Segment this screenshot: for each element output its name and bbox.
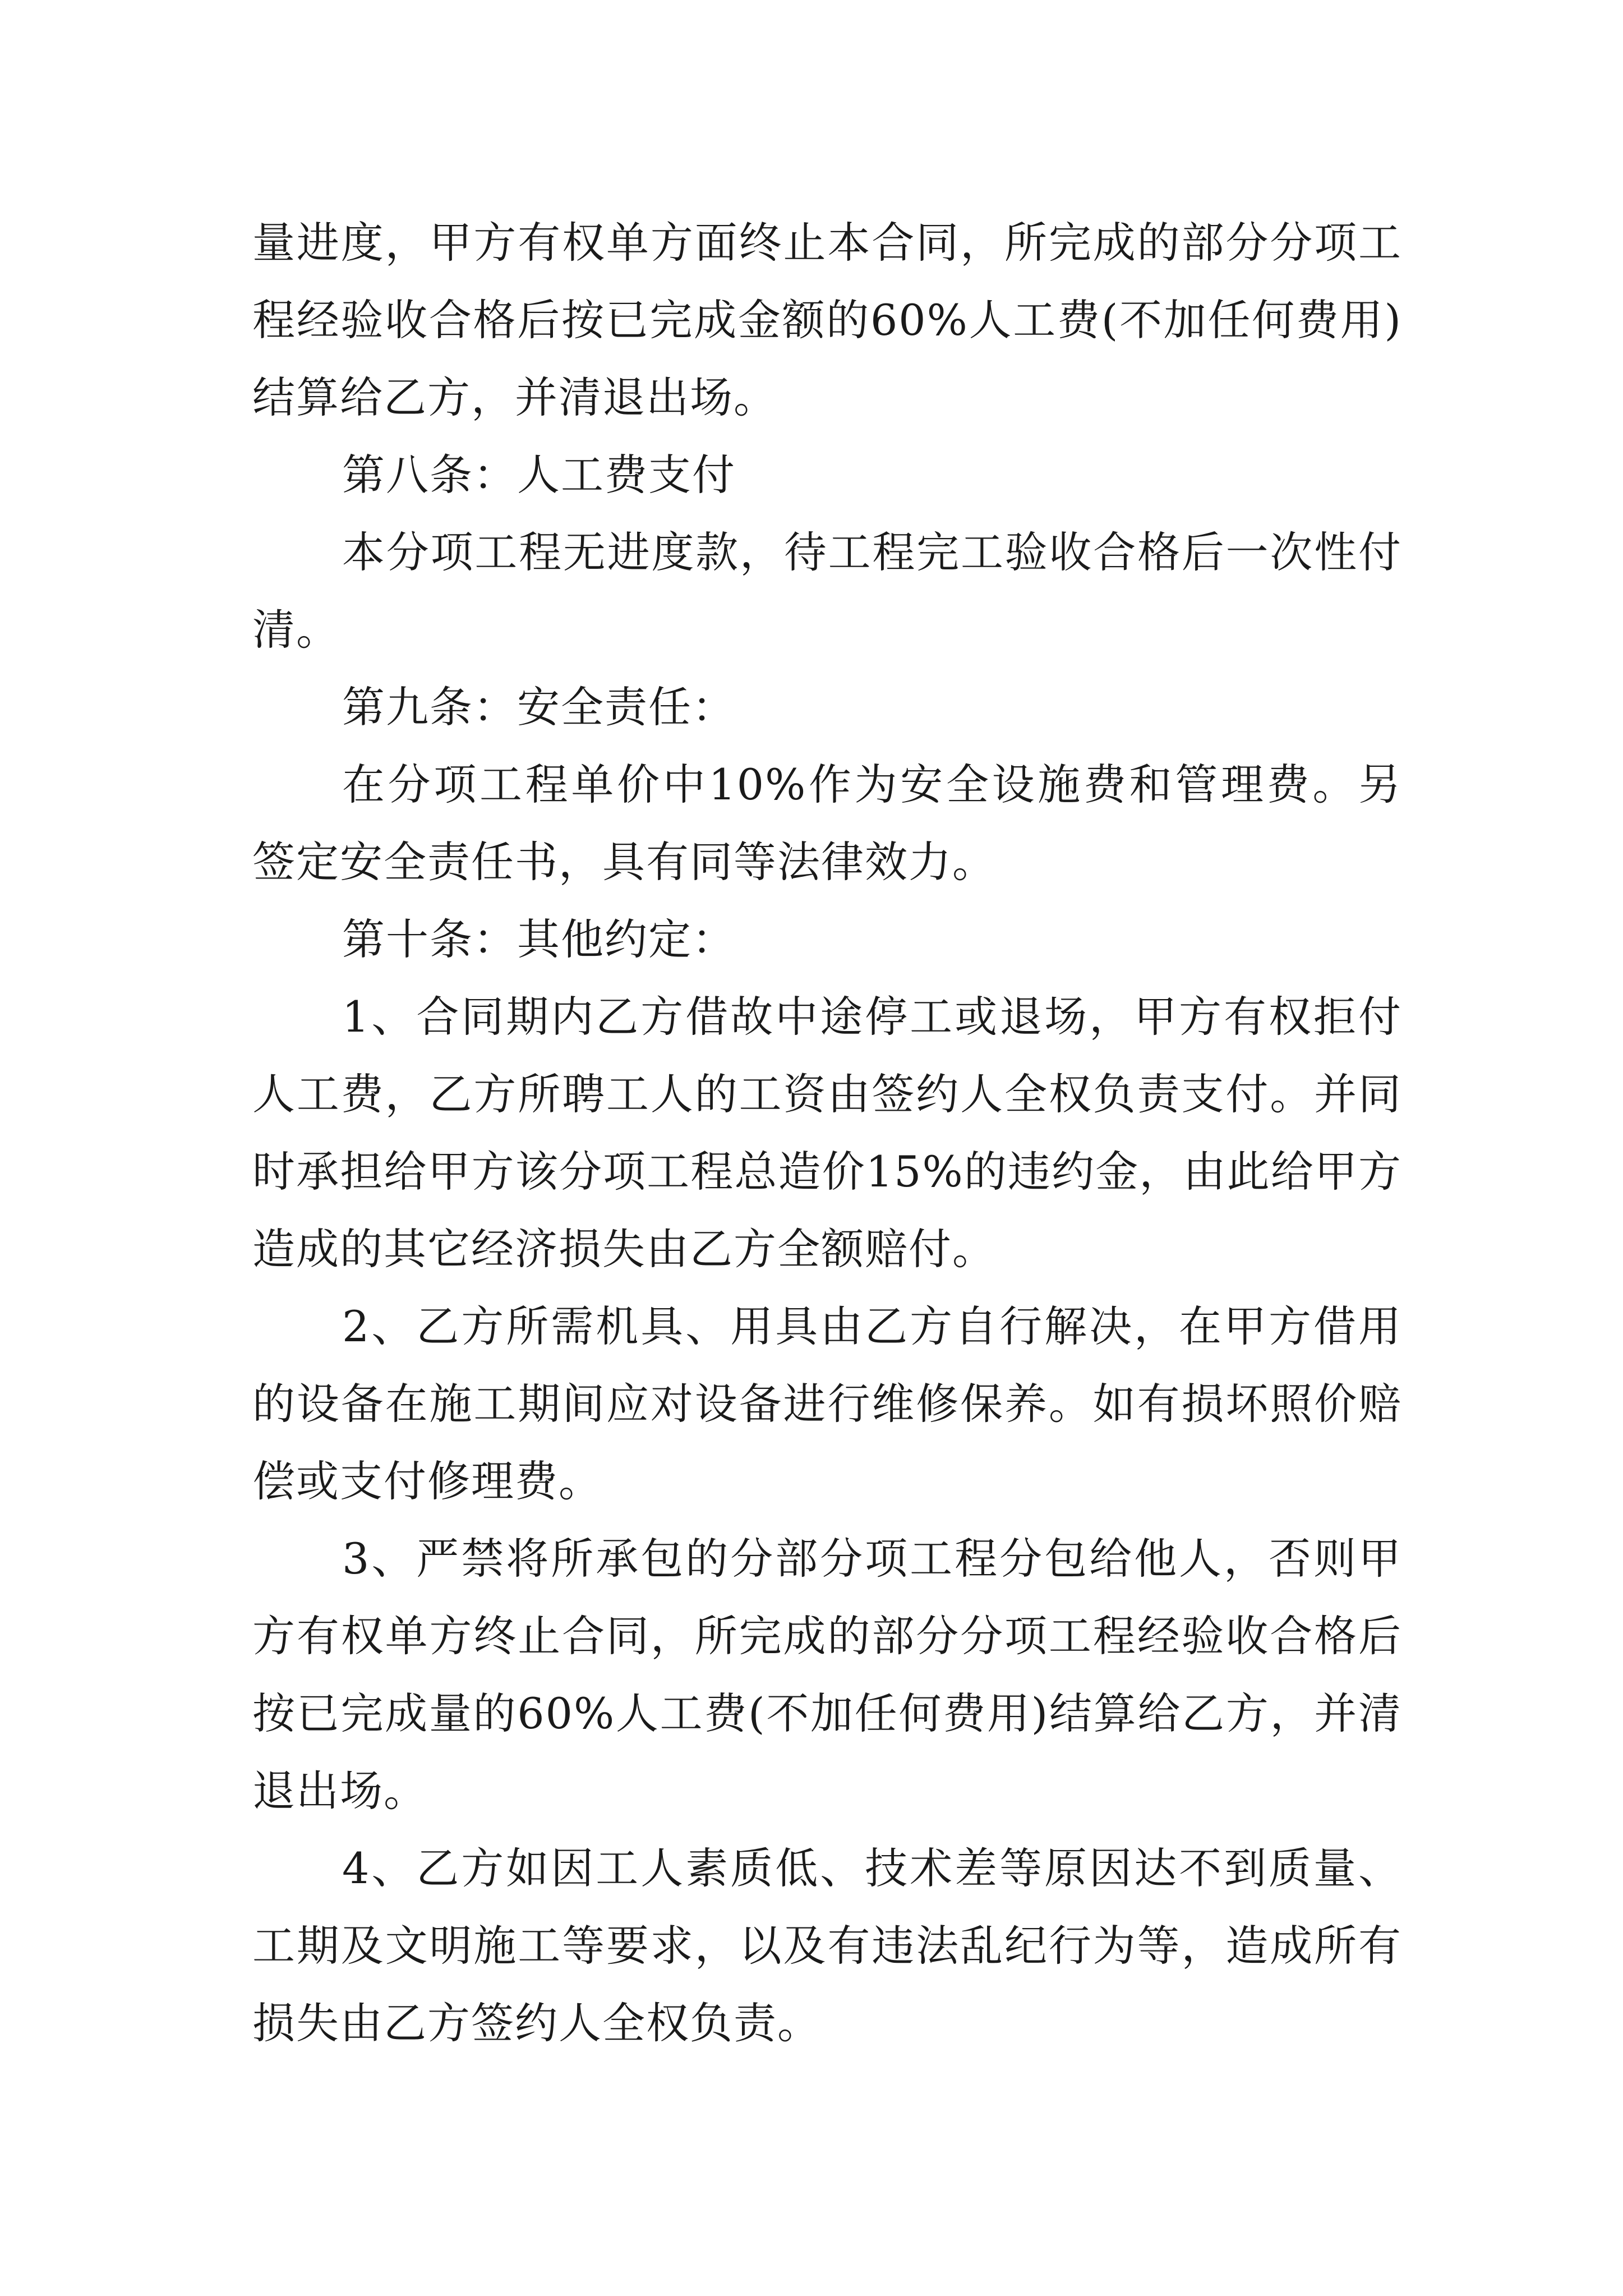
- document-body: [252, 204, 1402, 2062]
- list-item: 2、乙方所需机具、用具由乙方自行解决，在甲方借用的设备在施工期间应对设备进行维修保养。如有损坏照价赔偿或支付修理费。: [252, 1301, 1402, 1506]
- paragraph: 量进度，甲方有权单方面终止本合同，所完成的部分分项工程经验收合格后按已完成金额的60%人工费(不加任何费用)结算给乙方，并清退出场。: [252, 218, 1402, 422]
- list-item: 4、乙方如因工人素质低、技术差等原因达不到质量、工期及文明施工等要求，以及有违法乱纪行为等，造成所有损失由乙方签约人全权负责。: [252, 1843, 1402, 2048]
- article-heading: 第十条：其他约定：: [342, 914, 736, 964]
- paragraph: 本分项工程无进度款，待工程完工验收合格后一次性付清。: [252, 527, 1402, 655]
- article-heading: 第八条：人工费支付: [342, 450, 736, 500]
- article-heading: 第九条：安全责任：: [342, 682, 736, 732]
- list-item: 3、严禁将所承包的分部分项工程分包给他人，否则甲方有权单方终止合同，所完成的部分分项工程经验收合格后按已完成量的60%人工费(不加任何费用)结算给乙方，并清退出场。: [252, 1534, 1402, 1816]
- list-item: 1、合同期内乙方借故中途停工或退场，甲方有权拒付人工费，乙方所聘工人的工资由签约人全权负责支付。并同时承担给甲方该分项工程总造价15%的违约金，由此给甲方造成的其它经济损失由乙方全额赔付。: [252, 992, 1402, 1274]
- paragraph: 在分项工程单价中10%作为安全设施费和管理费。另签定安全责任书，具有同等法律效力。: [252, 760, 1402, 887]
